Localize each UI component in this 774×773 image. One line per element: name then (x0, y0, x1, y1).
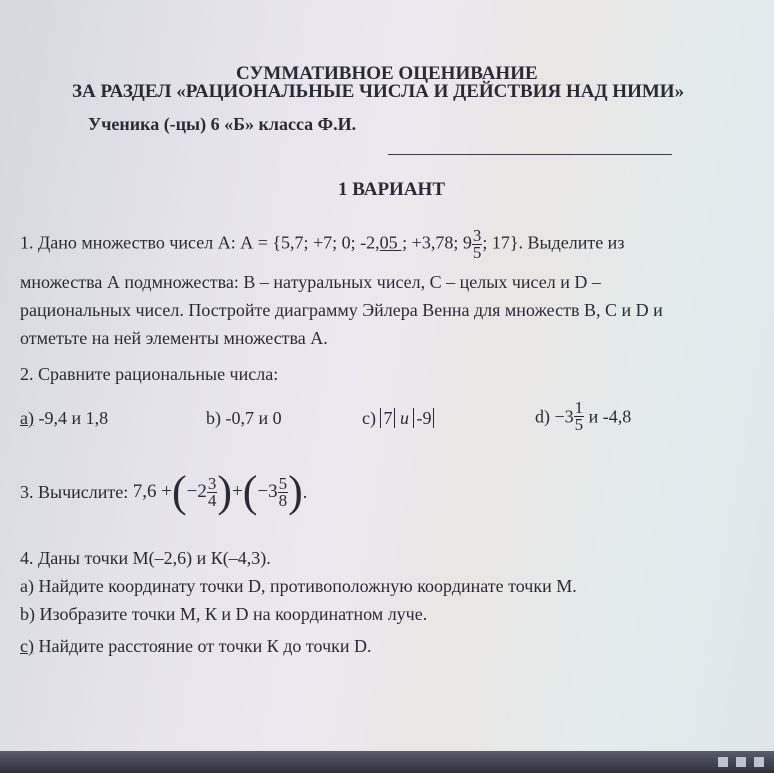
task2-b: b) -0,7 и 0 (206, 408, 282, 428)
header-title-1: СУММАТИВНОЕ ОЦЕНИВАНИЕ (236, 63, 538, 84)
task1-line2: множества А подмножества: В – натуральных чисел, С – целых чисел и D – (20, 272, 601, 292)
task4-title: 4. Даны точки М(–2,6) и К(–4,3). (20, 548, 271, 568)
task1-tail: ; 17}. Выделите из (482, 232, 625, 253)
task1-fraction-den: 5 (472, 243, 482, 262)
task2-c-label: c) (362, 408, 381, 428)
task2-c-abs1: 7 (380, 408, 395, 428)
task3-p1-sign: −2 (186, 481, 207, 502)
task2-d (535, 400, 631, 433)
screen-bottom-bar (0, 751, 774, 773)
task3-p1-den: 4 (207, 490, 217, 510)
task3-p2-sign: −3 (257, 481, 278, 502)
task3-p2-num: 5 (278, 473, 288, 493)
task2-d-fraction (574, 400, 585, 433)
task1-line1 (20, 228, 624, 261)
bottom-bar-square-3 (754, 757, 764, 767)
task2-d-num: 1 (574, 398, 584, 417)
bottom-bar-square-2 (736, 757, 746, 767)
task3-paren-close-2: ) (288, 467, 303, 516)
variant-title: 1 ВАРИАНТ (338, 179, 446, 200)
task1-line3: рациональных чисел. Постройте диаграмму Эйлера Венна для множеств B, C и D и (20, 300, 663, 320)
header-title-2: ЗА РАЗДЕЛ «РАЦИОНАЛЬНЫЕ ЧИСЛА И ДЕЙСТВИЯ НАД НИМИ» (72, 81, 685, 102)
task2-a-text: -9,4 и 1,8 (33, 408, 109, 428)
task3-label: 3. Вычислите: (20, 482, 133, 502)
task3-p2-den: 8 (278, 490, 288, 510)
task3-paren-open-1: ( (171, 467, 187, 516)
task2-a-label: а) (20, 408, 34, 428)
task2-a (20, 408, 108, 428)
task3-p1-fraction (207, 473, 218, 510)
task2-c-and: и (395, 408, 414, 428)
task1-line4: отметьте на ней элементы множества A. (20, 328, 328, 348)
task1-after: +3,78; 9 (407, 232, 472, 253)
task1-fraction-num: 3 (472, 226, 482, 245)
task3 (20, 467, 308, 526)
task3-paren-close-1: ) (217, 467, 232, 516)
task3-p1-num: 3 (207, 473, 217, 493)
name-underline (388, 154, 672, 155)
task1-underlined: 05 ; (379, 232, 408, 253)
task3-plus: + (232, 481, 243, 502)
task2-c-abs2: -9 (413, 408, 434, 428)
task4-a: а) Найдите координату точки D, противоположную координате точки М. (20, 576, 577, 596)
task4-c (20, 636, 372, 656)
task3-p2-fraction (278, 473, 289, 510)
task4-c-text: Найдите расстояние от точки К до точки D. (33, 636, 372, 656)
task3-end: . (302, 482, 308, 502)
bottom-bar-square-1 (718, 757, 728, 767)
task3-expr1: 7,6 + (132, 481, 172, 502)
task2-d-tail: и -4,8 (584, 406, 632, 427)
task1-lead: 1. Дано множество чисел А: А = {5,7; +7; 0; -2, (20, 232, 380, 253)
task2-title: 2. Сравните рациональные числа: (20, 364, 279, 384)
task4-b: b) Изобразите точки М, К и D на координатном луче. (20, 604, 428, 624)
task4-c-label: c) (20, 636, 34, 656)
task3-paren-open-2: ( (242, 467, 258, 516)
task2-d-label: d) −3 (535, 406, 574, 427)
student-line: Ученика (-цы) 6 «Б» класса Ф.И. (88, 114, 357, 134)
task2-c (362, 408, 434, 428)
task2-d-den: 5 (574, 415, 584, 434)
task1-fraction (472, 228, 483, 261)
